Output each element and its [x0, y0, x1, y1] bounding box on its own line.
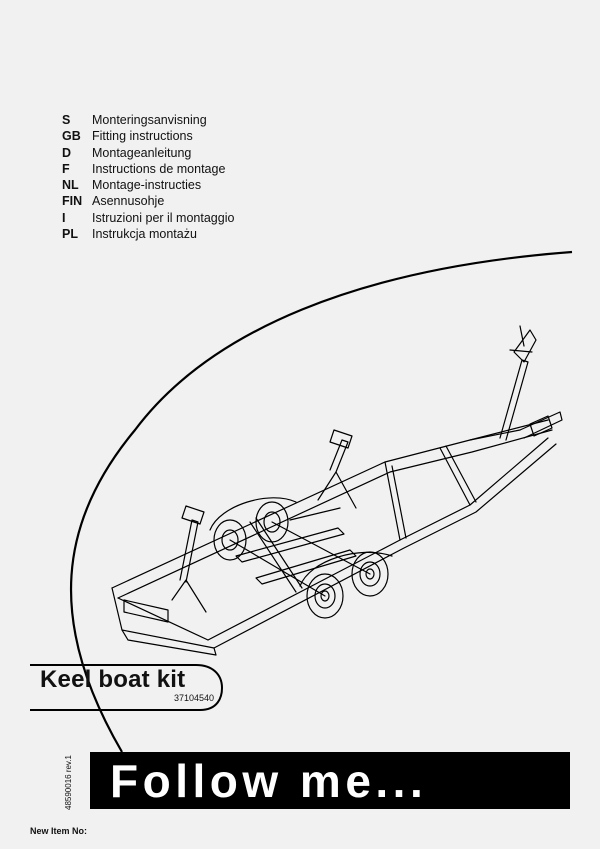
- product-label: [40, 666, 215, 703]
- language-code: S: [62, 113, 71, 127]
- language-code: I: [62, 210, 66, 225]
- language-code: GB: [62, 129, 81, 144]
- product-code: 37104540: [174, 693, 215, 703]
- follow-me-banner: [90, 752, 570, 809]
- language-code: NL: [62, 178, 79, 193]
- language-code: FIN: [62, 194, 83, 209]
- banner-text: Follow me...: [110, 754, 428, 807]
- language-title: Fitting instructions: [92, 129, 193, 144]
- language-code: D: [62, 145, 72, 160]
- language-title: Montageanleitung: [92, 145, 192, 160]
- boat-trailer-illustration: [112, 326, 562, 655]
- document-number: 48590016 rev.1: [64, 754, 73, 810]
- product-name: Keel boat kit: [40, 666, 186, 693]
- language-code: PL: [62, 227, 78, 242]
- language-code: F: [62, 161, 70, 176]
- language-title: Asennusohje: [92, 194, 165, 209]
- language-title: Instrukcja montażu: [92, 227, 197, 242]
- language-title: Monteringsanvisning: [92, 113, 207, 127]
- language-title: Instructions de montage: [92, 161, 226, 176]
- new-item-label: New Item No:: [30, 826, 88, 836]
- language-title: Montage-instructies: [92, 178, 202, 193]
- language-title: Istruzioni per il montaggio: [92, 210, 235, 225]
